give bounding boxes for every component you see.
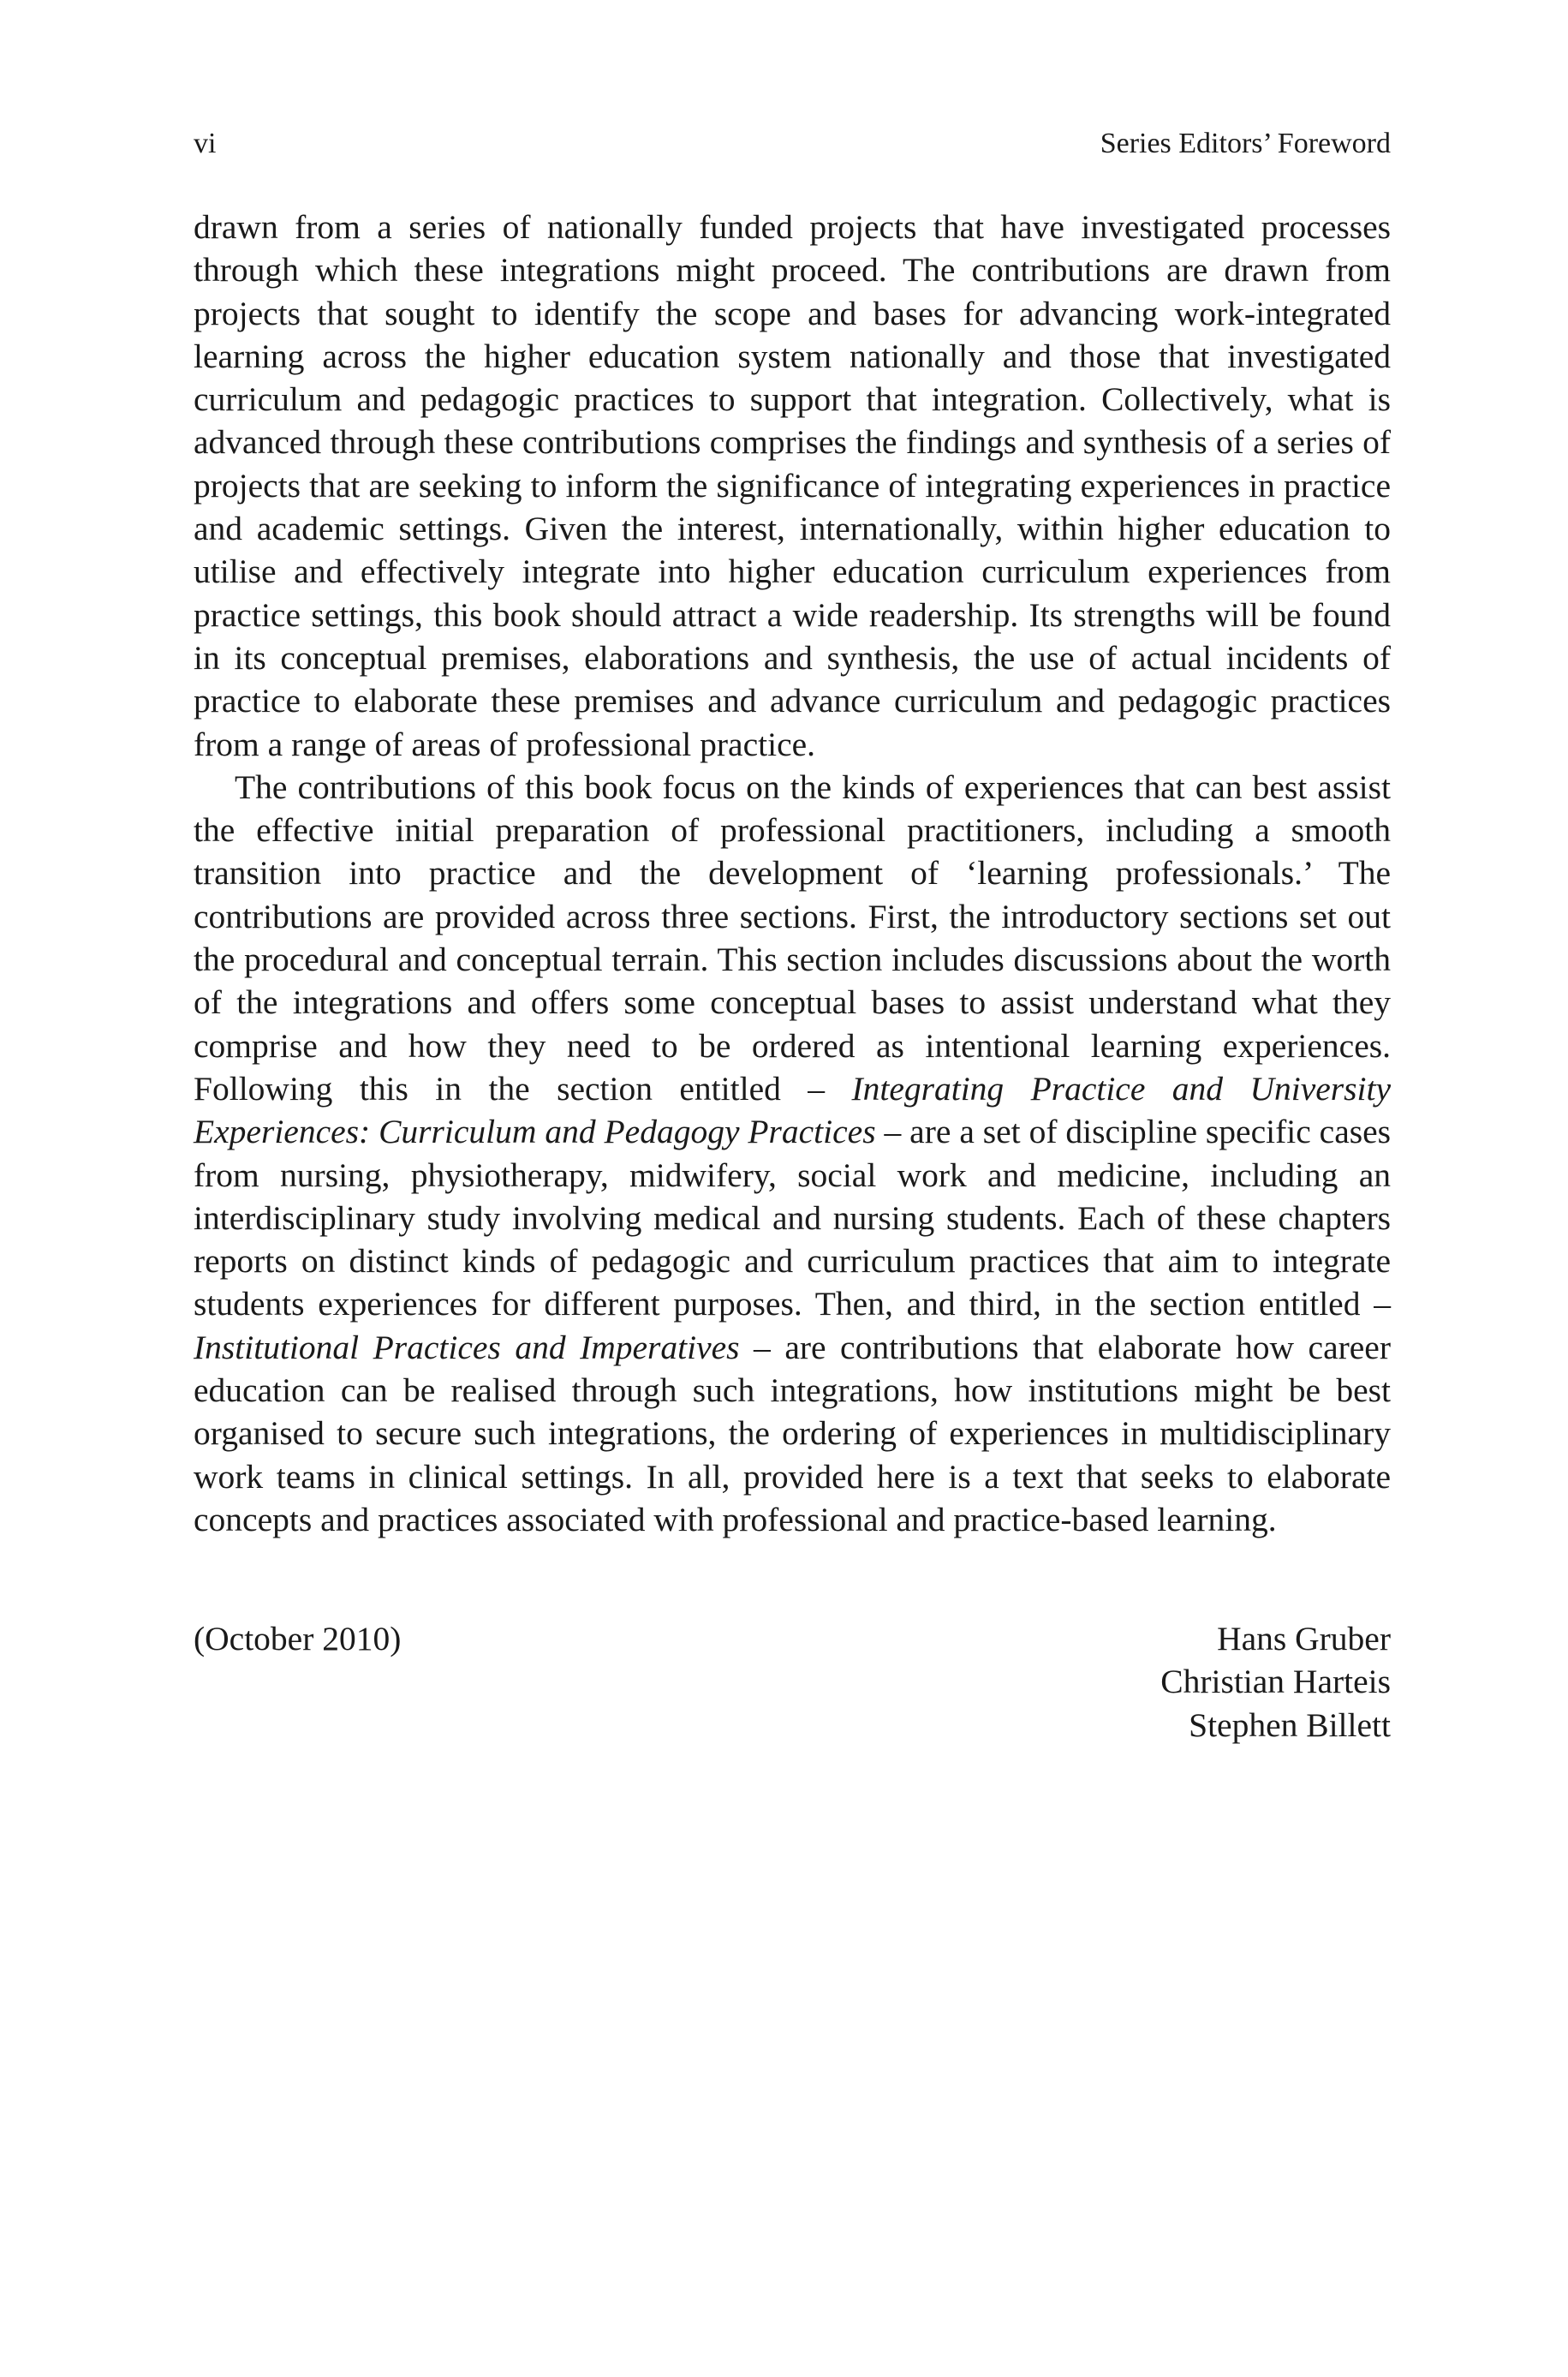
section-title-institutional-practices: Institutional Practices and Imperatives — [194, 1328, 740, 1366]
paragraph-2 — [194, 766, 1391, 1541]
paragraph-1 — [194, 206, 1391, 766]
paragraph-1-segment-1: drawn from a series of nationally funded projects that have investigated processes through which these integrations might proceed. The contributions are drawn from projects that sought to identify the scope and bases for advancing work-integrated learning across the higher education system nationally and those that investigated curriculum and pedagogic practices to support that integration. Collectively, what is advanced through these contributions comprises the findings and synthesis of a series of projects that are seeking to inform the significance of integrating experiences in practice and academic settings. Given the interest, internationally, within higher education to utilise and effectively integrate into higher education curriculum experiences from practice settings, this book should attract a wide readership. Its strengths will be found in its conceptual premises, elaborations and synthesis, the use of actual incidents of practice to elaborate these premises and advance curriculum and pedagogic practices from a range of areas of professional practice. — [194, 208, 1391, 763]
editor-names — [1160, 1617, 1391, 1747]
paragraph-2-segment-5: – are contributions that elaborate how career education can be realised through such integrations, how institutions might be best organised to secure such integrations, the ordering of experiences in multidisciplinary work teams in clinical settings. In all, provided here is a text that seeks to elaborate concepts and practices associated with professional and practice-based learning. — [194, 1328, 1391, 1538]
body-text — [194, 206, 1391, 1541]
section-title-integrating-practice: Integrating Practice and University Experiences: Curriculum and Pedagogy Practices — [194, 1069, 1391, 1151]
paragraph-2-segment-1: The contributions of this book focus on the kinds of experiences that can best assist the effective initial preparation of professional practitioners, including a smooth transition into practice and the development of ‘learning professionals.’ The contributions are provided across three sections. First, the introductory sections set out the procedural and conceptual terrain. This section includes discussions about the worth of the integrations and offers some conceptual bases to assist understand what they comprise and how they need to be ordered as intentional learning experiences. Following this in the section entitled – — [194, 767, 1391, 1108]
running-title: Series Editors’ Foreword — [1100, 128, 1391, 159]
paragraph-2-segment-3: – are a set of discipline specific cases from nursing, physiotherapy, midwifery, social work and medicine, including an interdisciplinary study involving medical and nursing students. Each of these chapters reports on distinct kinds of pedagogic and curriculum practices that aim to integrate students experiences for different purposes. Then, and third, in the section entitled – — [194, 1113, 1391, 1323]
signoff-date: (October 2010) — [194, 1620, 402, 1657]
editor-name: Stephen Billett — [1189, 1705, 1391, 1744]
editor-name: Hans Gruber — [1217, 1620, 1391, 1657]
page-number: vi — [194, 128, 217, 159]
editor-name: Christian Harteis — [1160, 1663, 1391, 1701]
